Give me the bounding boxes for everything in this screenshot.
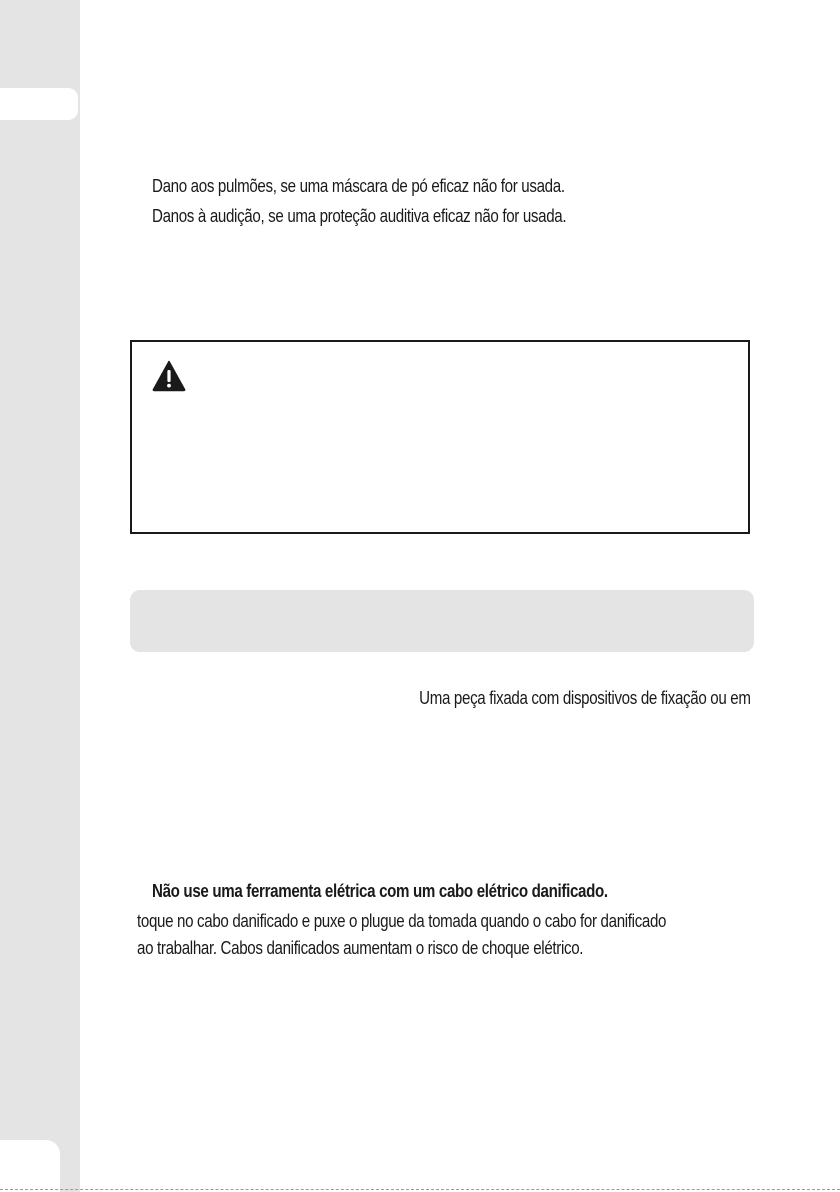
warning-box xyxy=(130,340,750,534)
side-strip-tab-top xyxy=(0,88,78,120)
side-strip xyxy=(0,0,80,1192)
hazard-line-hearing: Danos à audição, se uma proteção auditiva eficaz não for usada. xyxy=(152,206,567,226)
cable-warning-heading: Não use uma ferramenta elétrica com um cabo elétrico danificado. xyxy=(152,881,608,901)
warning-triangle-icon xyxy=(152,360,186,392)
cable-text-line-2: ao trabalhar. Cabos danificados aumentam o risco de choque elétrico. xyxy=(137,938,584,958)
hazard-line-lungs: Dano aos pulmões, se uma máscara de pó eficaz não for usada. xyxy=(152,176,565,196)
page-bottom-rule xyxy=(0,1189,840,1190)
workpiece-text: Uma peça fixada com dispositivos de fixação ou em xyxy=(419,688,751,708)
section-banner xyxy=(130,590,754,652)
cable-text-line-1: toque no cabo danificado e puxe o plugue da tomada quando o cabo for danificado xyxy=(137,911,667,931)
side-strip-tab-bottom xyxy=(0,1140,60,1192)
